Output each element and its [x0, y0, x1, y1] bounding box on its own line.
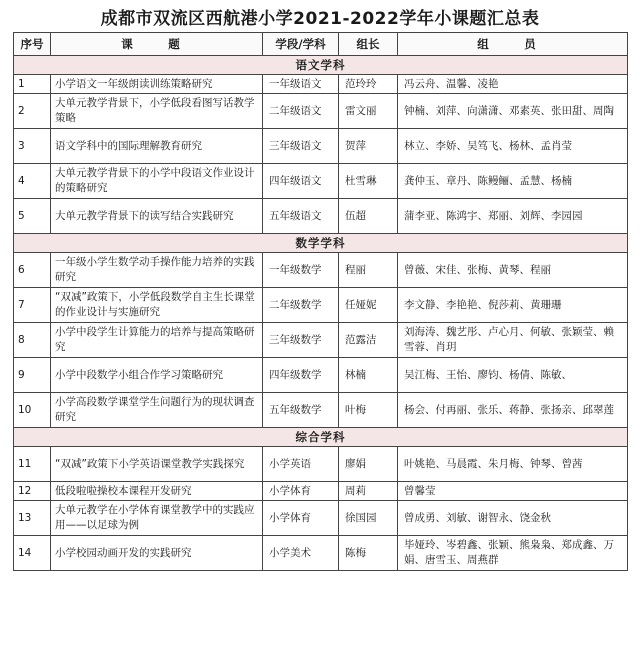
row-leader: 范露洁: [339, 323, 398, 358]
section-title: 语文学科: [14, 56, 628, 75]
row-topic: 小学语文一年级朗读训练策略研究: [51, 75, 263, 94]
row-grade-subject: 小学英语: [263, 447, 339, 482]
row-number: 8: [14, 323, 51, 358]
row-members: 龚仲玉、章丹、陈鳗鲡、孟慧、杨楠: [398, 164, 628, 199]
header-topic: 课 题: [51, 33, 263, 56]
row-topic: 大单元教学背景下的小学中段语文作业设计的策略研究: [51, 164, 263, 199]
row-members: 叶姚艳、马晨霞、朱月梅、钟琴、曾茜: [398, 447, 628, 482]
row-number: 3: [14, 129, 51, 164]
row-grade-subject: 四年级数学: [263, 358, 339, 393]
row-number: 6: [14, 253, 51, 288]
table-row: [14, 393, 628, 428]
row-grade-subject: 小学体育: [263, 501, 339, 536]
section-title: 综合学科: [14, 428, 628, 447]
row-number: 9: [14, 358, 51, 393]
row-number: 4: [14, 164, 51, 199]
row-grade-subject: 四年级语文: [263, 164, 339, 199]
row-number: 11: [14, 447, 51, 482]
row-number: 7: [14, 288, 51, 323]
row-members: 吴江梅、王怡、廖钧、杨倩、陈敏、: [398, 358, 628, 393]
row-leader: 范玲玲: [339, 75, 398, 94]
row-grade-subject: 五年级语文: [263, 199, 339, 234]
row-number: 5: [14, 199, 51, 234]
table-row: [14, 482, 628, 501]
row-leader: 陈梅: [339, 536, 398, 571]
row-number: 1: [14, 75, 51, 94]
row-topic: “双减”政策下小学英语课堂教学实践探究: [51, 447, 263, 482]
row-topic: “双减”政策下，小学低段数学自主生长课堂的作业设计与实施研究: [51, 288, 263, 323]
row-leader: 程丽: [339, 253, 398, 288]
row-members: 曾成勇、刘敏、谢智永、饶金秋: [398, 501, 628, 536]
row-grade-subject: 五年级数学: [263, 393, 339, 428]
row-leader: 伍超: [339, 199, 398, 234]
table-row: [14, 199, 628, 234]
row-grade-subject: 一年级数学: [263, 253, 339, 288]
table-row: [14, 129, 628, 164]
header-leader: 组长: [339, 33, 398, 56]
row-topic: 大单元教学背景下，小学低段看图写话教学策略: [51, 94, 263, 129]
row-grade-subject: 二年级数学: [263, 288, 339, 323]
row-members: 曾馨莹: [398, 482, 628, 501]
row-leader: 任娅妮: [339, 288, 398, 323]
row-members: 杨会、付再丽、张乐、蒋静、张扬亲、邱翠莲: [398, 393, 628, 428]
table-row: [14, 323, 628, 358]
header-members: 组 员: [398, 33, 628, 56]
section-header-row: [14, 56, 628, 75]
table-row: [14, 288, 628, 323]
row-grade-subject: 小学体育: [263, 482, 339, 501]
row-number: 10: [14, 393, 51, 428]
row-members: 钟楠、刘萍、向潇潇、邓素英、张田甜、周陶: [398, 94, 628, 129]
table-body: [14, 56, 628, 571]
table-row: [14, 447, 628, 482]
row-leader: 林楠: [339, 358, 398, 393]
row-topic: 一年级小学生数学动手操作能力培养的实践研究: [51, 253, 263, 288]
row-topic: 小学校园动画开发的实践研究: [51, 536, 263, 571]
topics-table: [13, 32, 628, 571]
row-members: 冯云舟、温馨、凌艳: [398, 75, 628, 94]
table-row: [14, 75, 628, 94]
row-number: 14: [14, 536, 51, 571]
document-title: 成都市双流区西航港小学2021-2022学年小课题汇总表: [100, 9, 540, 29]
row-number: 2: [14, 94, 51, 129]
table-row: [14, 358, 628, 393]
row-grade-subject: 小学美术: [263, 536, 339, 571]
row-grade-subject: 二年级语文: [263, 94, 339, 129]
row-topic: 小学高段数学课堂学生问题行为的现状调查研究: [51, 393, 263, 428]
row-members: 曾薇、宋佳、张梅、黄琴、程丽: [398, 253, 628, 288]
row-number: 12: [14, 482, 51, 501]
row-leader: 周莉: [339, 482, 398, 501]
row-grade-subject: 三年级语文: [263, 129, 339, 164]
table-row: [14, 501, 628, 536]
row-members: 蒲李亚、陈鸿宇、郑丽、刘辉、李园园: [398, 199, 628, 234]
table-row: [14, 253, 628, 288]
row-topic: 小学中段数学小组合作学习策略研究: [51, 358, 263, 393]
table-row: [14, 94, 628, 129]
row-grade-subject: 三年级数学: [263, 323, 339, 358]
row-topic: 低段啦啦操校本课程开发研究: [51, 482, 263, 501]
row-topic: 语文学科中的国际理解教育研究: [51, 129, 263, 164]
row-topic: 大单元教学背景下的读写结合实践研究: [51, 199, 263, 234]
row-topic: 大单元教学在小学体育课堂教学中的实践应用——以足球为例: [51, 501, 263, 536]
section-title: 数学学科: [14, 234, 628, 253]
row-members: 李文静、李艳艳、倪莎莉、黄珊珊: [398, 288, 628, 323]
row-grade-subject: 一年级语文: [263, 75, 339, 94]
row-members: 毕娅玲、岑碧鑫、张颖、熊枭枭、郑成鑫、万娟、唐雪玉、周燕群: [398, 536, 628, 571]
row-leader: 雷文丽: [339, 94, 398, 129]
header-number: 序号: [14, 33, 51, 56]
table-row: [14, 536, 628, 571]
row-members: 刘海涛、魏艺彤、卢心月、何敏、张颖莹、赖雪蓉、肖玥: [398, 323, 628, 358]
row-leader: 徐国园: [339, 501, 398, 536]
row-members: 林立、李娇、吴笃飞、杨林、孟肖莹: [398, 129, 628, 164]
row-topic: 小学中段学生计算能力的培养与提高策略研究: [51, 323, 263, 358]
table-row: [14, 164, 628, 199]
table-header-row: [14, 33, 628, 56]
row-leader: 叶梅: [339, 393, 398, 428]
row-leader: 贺萍: [339, 129, 398, 164]
row-leader: 廖娟: [339, 447, 398, 482]
section-header-row: [14, 428, 628, 447]
section-header-row: [14, 234, 628, 253]
row-number: 13: [14, 501, 51, 536]
header-grade-subject: 学段/学科: [263, 33, 339, 56]
row-leader: 杜雪琳: [339, 164, 398, 199]
